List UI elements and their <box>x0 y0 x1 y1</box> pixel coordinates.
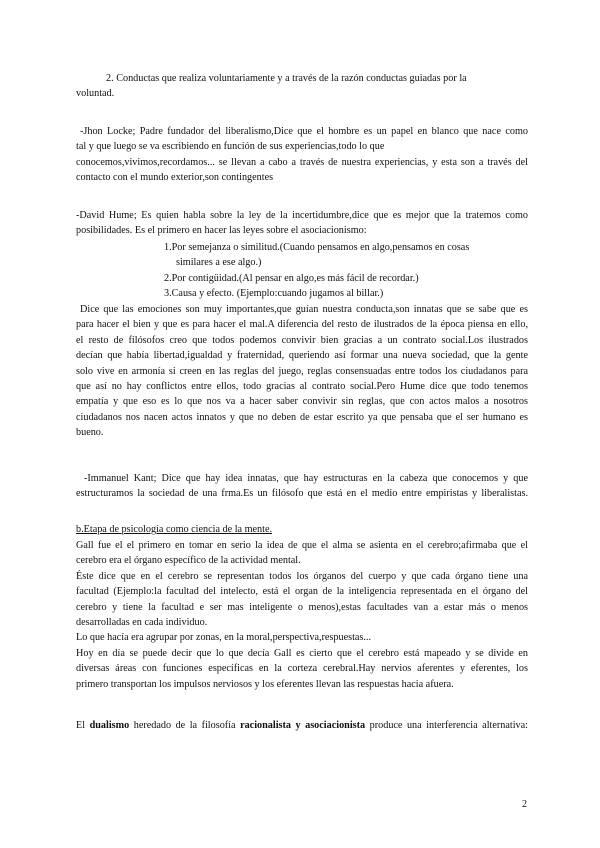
text-run: El <box>76 720 90 731</box>
text-line: conocemos,vivimos,recordamos... se llevan a cabo a través de nuestra experiencias, y esta son a través del <box>76 156 528 168</box>
text-line: cerebro y tiene la facultad e ser mas inteligente o menos),estas facultades van a estar más o menos <box>76 601 528 613</box>
paragraph-hume-emotions <box>76 302 528 441</box>
text-line: contacto con el mundo exterior,son contingentes <box>76 172 274 184</box>
text-line: -David Hume; Es quien habla sobre la ley de la incertidumbre,dice que es mejor que la tratemos como <box>76 210 528 221</box>
list-item: 3.Causa y efecto. (Ejemplo:cuando jugamos al billar.) <box>164 288 384 300</box>
text-line: estructuramos la sociedad de una frma.Es un filósofo que está en el medio entre empiristas y liberalistas. <box>76 488 528 500</box>
text-run: produce una interferencia alternativa: <box>365 720 528 731</box>
text-line: facultad (Ejemplo:la facultad del intelecto, está el organ de la inteligencia representada en el órgano del <box>76 586 528 598</box>
text-line: posibilidades. Es el primero en hacer las leyes sobre el asociacionismo: <box>76 225 367 237</box>
paragraph-dualismo <box>76 718 528 733</box>
paragraph-hume-intro <box>76 208 528 239</box>
text-line: cerebro era el órgano específico de la actividad mental. <box>76 555 301 567</box>
text-line: -Jhon Locke; Padre fundador del liberalismo,Dice que el hombre es un papel en blanco que nace como <box>80 126 528 137</box>
paragraph-kant <box>76 471 528 502</box>
paragraph-locke <box>76 124 528 186</box>
text-line: Hoy en día se puede decir que lo que decía Gall es cierto que el cerebro está mapeado y se divide en <box>76 647 528 659</box>
section-heading-b <box>76 522 528 537</box>
text-line: -Immanuel Kant; Dice que hay idea innatas, que hay estructuras en la cabeza que conocemos y que <box>84 473 528 484</box>
bold-term-dualismo: dualismo <box>89 720 130 731</box>
text-line: ciudadanos nos nacen actos innatos y que no deben de estar escrito ya que pensaba que el ser humano es <box>76 411 528 423</box>
hume-laws-list <box>164 240 470 302</box>
text-line: 2. Conductas que realiza voluntariamente y a través de la razón conductas guiadas por la <box>106 73 467 84</box>
text-line: Dice que las emociones son muy importantes,que guían nuestra conducta,son innatas que se sabe que es <box>80 304 528 315</box>
text-line: decían que había libertad,igualdad y fraternidad, queriendo así formar una nueva sociedad, que la gente <box>76 350 528 362</box>
text-line: tal y que luego se va escribiendo en función de sus experiencias,todo lo que <box>76 141 385 153</box>
page-number: 2 <box>522 799 527 810</box>
text-line: para hacer el bien y que es para hacer el mal.A diferencia del resto de ilustrados de la época piensa en ello, <box>76 319 528 331</box>
text-line: desarrolladas en cada individuo. <box>76 617 208 629</box>
list-item: 2.Por contigüidad.(Al pensar en algo,es más fácil de recordar.) <box>164 272 419 284</box>
paragraph-gall <box>76 538 528 692</box>
bold-term-racionalista: racionalista y asociacionista <box>240 720 366 731</box>
text-line: Gall fue el el primero en tomar en serio la idea de que el alma se asienta en el cerebro;afirmaba que el <box>76 540 528 551</box>
list-item-continuation: similares a ese algo.) <box>176 257 262 269</box>
text-line: empatía y que eso es lo que nos va a hacer saber convivir sin reglas, que con actos malos a nosotros <box>76 396 528 408</box>
text-line: Éste dice que en el cerebro se representan todos los órganos del cuerpo y que cada órgano tiene una <box>76 570 528 582</box>
text-line <box>76 718 528 733</box>
list-item: 1.Por semejanza o similitud.(Cuando pensamos en algo,pensamos en cosas <box>164 242 470 253</box>
text-run: heredado de la filosofía <box>129 720 241 731</box>
text-line: primero transportan los impulsos nerviosos y los eferentes llevan las respuestas hacia afuera. <box>76 678 454 690</box>
text-line: Lo que hacía era agrupar por zonas, en la moral,perspectiva,respuestas... <box>76 632 372 644</box>
text-line: el resto de filósofos creo que todos podemos convivir bien gracias a un contrato social.Los ilustrados <box>76 334 528 346</box>
paragraph-conductas <box>76 71 528 102</box>
section-heading: b.Etapa de psicología como ciencia de la mente. <box>76 524 273 535</box>
text-line: diversas áreas con funciones específicas en la corteza cerebral.Hay nervios aferentes y eferentes, los <box>76 663 528 675</box>
text-line: que así no hay conflictos entre ellos, todo gracias al contrato social.Pero Hume dice que todo tenemos <box>76 381 528 393</box>
text-line: bueno. <box>76 427 104 439</box>
text-line: solo vive en armonía si creen en las reglas del juego, reglas consensuadas entre todos los ciudadanos para <box>76 365 528 377</box>
text-line: voluntad. <box>76 88 115 100</box>
